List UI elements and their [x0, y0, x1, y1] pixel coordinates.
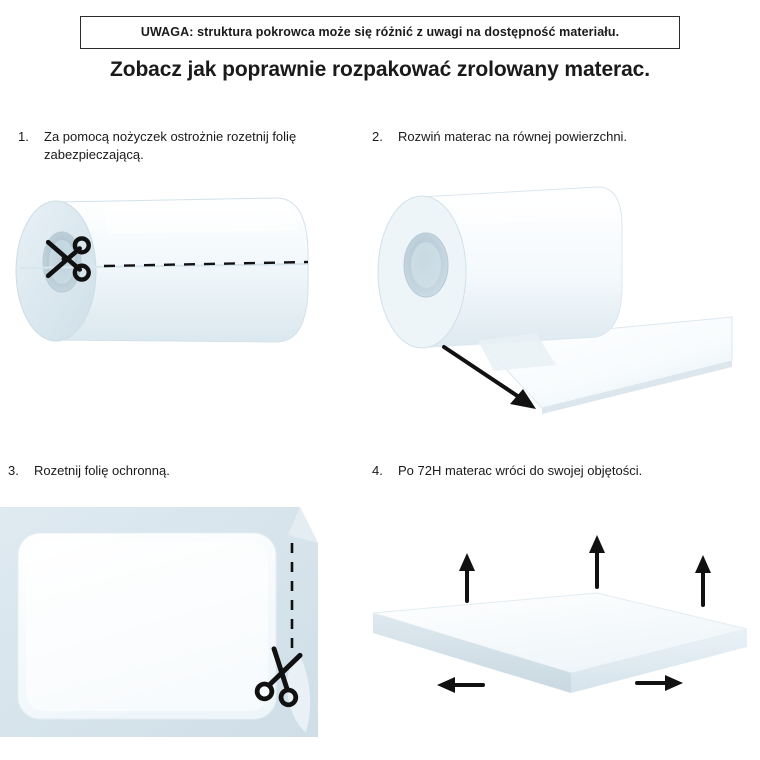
expand-arrow-up-left — [459, 553, 475, 601]
expanded-mattress-shape — [373, 593, 747, 693]
expand-arrow-up-center — [589, 535, 605, 587]
step-2-text: Rozwiń materac na równej powierzchni. — [398, 129, 628, 144]
expand-arrow-left — [437, 677, 483, 693]
step-1-number: 1. — [18, 129, 29, 144]
step-4-text: Po 72H materac wróci do swojej objętości. — [398, 463, 643, 478]
step-4-number: 4. — [372, 463, 383, 478]
step-1-text: Za pomocą nożyczek ostrożnie rozetnij folię zabezpieczającą. — [44, 129, 297, 162]
step-4-illustration — [355, 505, 755, 755]
step-3-text: Rozetnij folię ochronną. — [34, 463, 170, 478]
expand-arrow-up-right — [695, 555, 711, 605]
step-3-number: 3. — [8, 463, 19, 478]
rolled-mattress-shape — [16, 198, 308, 342]
step-4-header — [372, 462, 742, 480]
page-title: Zobacz jak poprawnie rozpakować zrolowany materac. — [110, 58, 650, 81]
notice-banner: UWAGA: struktura pokrowca może się różnić z uwagi na dostępność materiału. — [80, 16, 680, 49]
expand-arrow-right — [637, 675, 683, 691]
step-2-number: 2. — [372, 129, 383, 144]
step-3-illustration — [0, 505, 340, 755]
step-2-illustration — [360, 165, 752, 430]
step-1-illustration — [8, 180, 338, 400]
step-1-header — [18, 128, 338, 163]
step-3-header — [8, 462, 338, 480]
step-2-header — [372, 128, 732, 146]
